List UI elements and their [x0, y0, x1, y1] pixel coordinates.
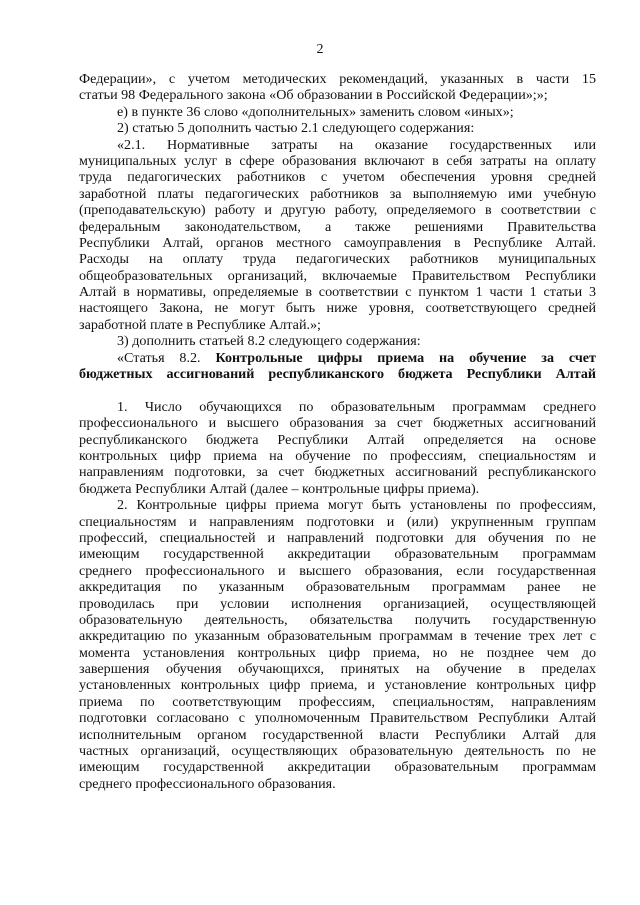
text-line: контрольных цифр приема на обучение по профессиям, специальностям и: [79, 447, 596, 464]
text-line: профессий, специальностей и направлений подготовки для обучения по не: [79, 529, 596, 546]
text-line: Алтай в нормативы, определяемые в соответствии с пунктом 1 части 1 статьи 3: [79, 284, 596, 301]
text-line: (преподавательскую) работу и другую работу, определяемого в соответствии с: [79, 202, 596, 219]
text-line: настоящего Закона, не могут быть ниже уровня, соответствующего средней: [79, 300, 596, 317]
text-line: «2.1. Нормативные затраты на оказание государственных или: [117, 136, 596, 153]
text-line: имеющим государственной аккредитации образовательным программам: [79, 546, 596, 563]
text-line: аккредитация по указанным образовательным программам ранее не: [79, 579, 596, 596]
article-title-continuation: бюджетных ассигнований республиканского бюджета Республики Алтай: [79, 366, 596, 383]
document-body: [79, 71, 596, 792]
text-line: труда педагогических работников с учетом обеспечения уровня средней: [79, 169, 596, 186]
text-line: заработной плате в Республике Алтай.»;: [79, 316, 321, 333]
text-line: 2. Контрольные цифры приема могут быть установлены по профессиям,: [117, 497, 596, 514]
text-line: Республики Алтай, органов местного самоуправления в Республике Алтай.: [79, 234, 596, 251]
text-line: проводилась при условии исполнения организацией, осуществляющей: [79, 595, 596, 612]
text-line: образовательную деятельность, обязательства получить государственную: [79, 611, 596, 628]
text-line: момента установления контрольных цифр приема, но не позднее чем до: [79, 644, 596, 661]
text-line: профессионального и высшего образования за счет бюджетных ассигнований: [79, 415, 596, 432]
text-line: бюджета Республики Алтай (далее – контрольные цифры приема).: [79, 480, 480, 497]
text-line: Расходы на оплату труда педагогических работников муниципальных: [79, 251, 596, 268]
text-line: подготовки согласовано с уполномоченным Правительством Республики Алтай: [79, 710, 596, 727]
text-line: статьи 98 Федерального закона «Об образовании в Российской Федерации»;»;: [79, 87, 548, 104]
blank-line: [79, 382, 596, 398]
text-line: установленных контрольных цифр приема, и установление контрольных цифр: [79, 677, 596, 694]
text-line: 2) статью 5 дополнить частью 2.1 следующего содержания:: [117, 120, 475, 137]
text-line: исполнительным органом государственной власти Республики Алтай для: [79, 726, 596, 743]
article-title: Контрольные цифры приема на обучение за счет: [215, 349, 596, 366]
text-line: общеобразовательных организаций, включаемые Правительством Республики: [79, 267, 596, 284]
page-number: 2: [316, 42, 324, 57]
text-line: федеральным законодательством, а также решениями Правительства: [79, 218, 596, 235]
text-line: аккредитацию по указанным образовательным программам в течение трех лет с: [79, 628, 596, 645]
text-line: частных организаций, осуществляющих образовательную деятельность по не: [79, 743, 596, 760]
text-line: среднего профессионального и высшего образования, если государственная: [79, 562, 596, 579]
text-line: Федерации», с учетом методических рекомендаций, указанных в части 15: [79, 71, 596, 87]
text-line: 3) дополнить статьей 8.2 следующего содержания:: [117, 333, 421, 350]
text-line: среднего профессионального образования.: [79, 775, 336, 792]
text-line: имеющим государственной аккредитации образовательным программам: [79, 759, 596, 776]
text-line: заработной платы педагогических работников за выполняемую ими учебную: [79, 185, 596, 202]
text-line: приема по соответствующим профессиям, специальностям, направлениям: [79, 693, 596, 710]
text-line: 1. Число обучающихся по образовательным программам среднего: [117, 398, 596, 415]
text-line: е) в пункте 36 слово «дополнительных» заменить словом «иных»;: [117, 103, 514, 120]
text-line: муниципальных услуг в сфере образования включают в себя затраты на оплату: [79, 152, 596, 169]
text-line: направлениям подготовки, за счет бюджетных ассигнований республиканского: [79, 464, 596, 481]
article-heading-line: [79, 350, 596, 366]
text-line: специальностям и направлениям подготовки и (или) укрупненным группам: [79, 513, 596, 530]
article-prefix: «Статья 8.2.: [117, 349, 216, 366]
text-line: республиканского бюджета Республики Алтай определяется на основе: [79, 431, 596, 448]
text-line: завершения обучения обучающихся, принятых на обучение в пределах: [79, 661, 596, 678]
